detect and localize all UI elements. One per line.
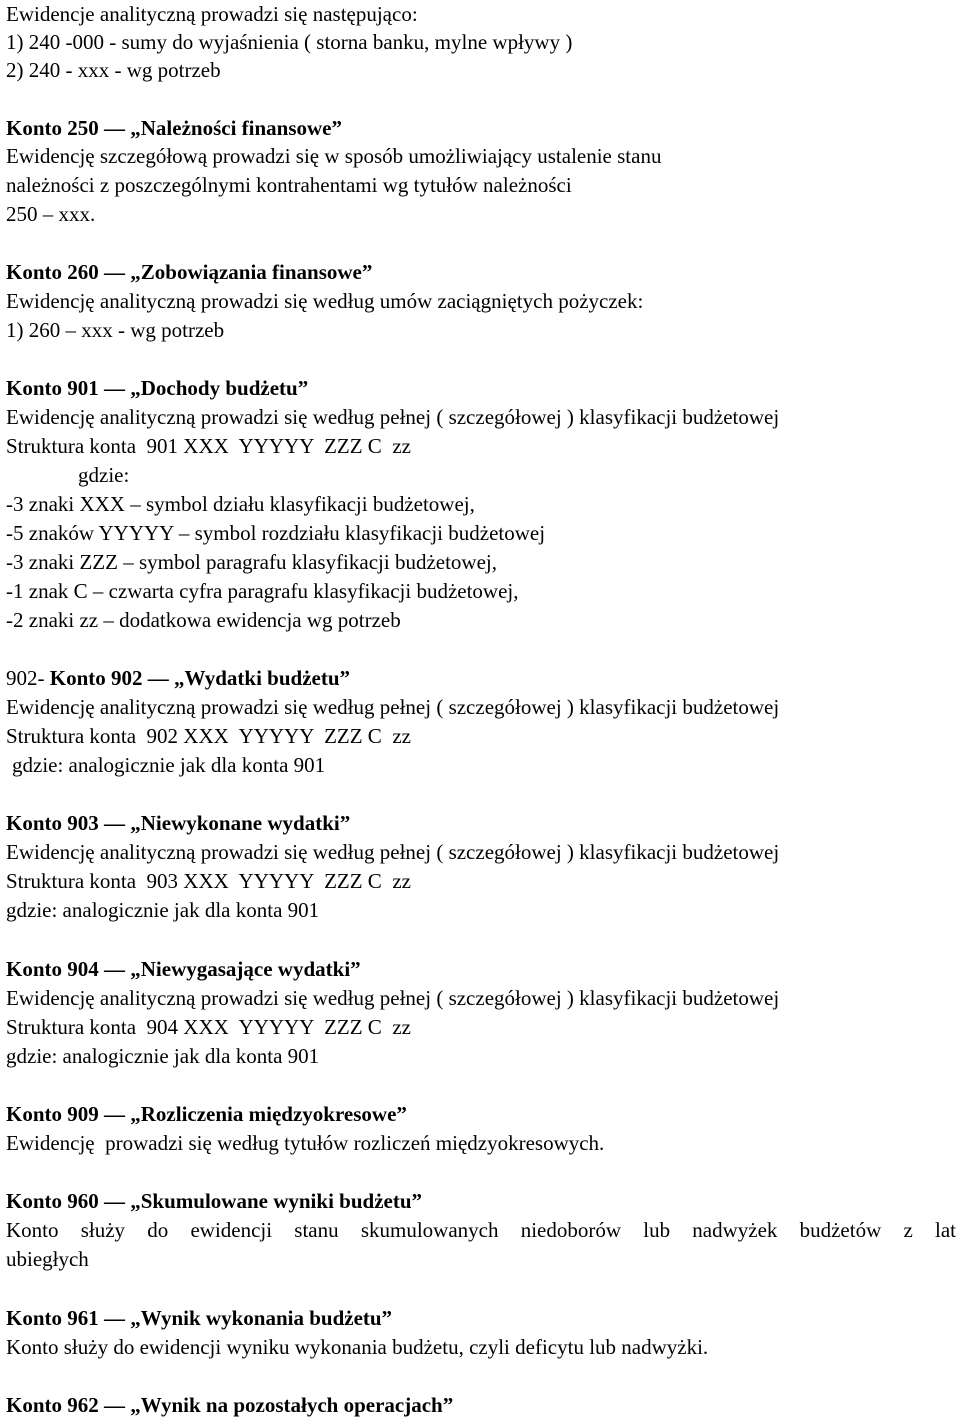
gdzie-line: gdzie: analogicznie jak dla konta 901 (6, 898, 320, 922)
paragraph-line: Ewidencję analityczną prowadzi się według pełnej ( szczegółowej ) klasyfikacji budżetowej (6, 986, 780, 1010)
list-item: -2 znaki zz – dodatkowa ewidencja wg potrzeb (6, 608, 401, 632)
section-heading-909: Konto 909 — „Rozliczenia międzyokresowe” (6, 1102, 407, 1126)
paragraph-line: 1) 260 – xxx - wg potrzeb (6, 318, 225, 342)
list-item: -1 znak C – czwarta cyfra paragrafu klasyfikacji budżetowej, (6, 579, 519, 603)
paragraph-line: Ewidencję analityczną prowadzi się według pełnej ( szczegółowej ) klasyfikacji budżetowej (6, 840, 780, 864)
structure-line: Struktura konta 903 XXX YYYYY ZZZ C zz (6, 869, 411, 893)
section-heading-text: Konto 902 — „Wydatki budżetu” (49, 666, 351, 690)
list-item: -3 znaki XXX – symbol działu klasyfikacji budżetowej, (6, 492, 475, 516)
section-heading-260: Konto 260 — „Zobowiązania finansowe” (6, 260, 373, 284)
list-item: -5 znaków YYYYY – symbol rozdziału klasyfikacji budżetowej (6, 521, 546, 545)
section-heading-901: Konto 901 — „Dochody budżetu” (6, 376, 309, 400)
paragraph-line: należności z poszczególnymi kontrahentami wg tytułów należności (6, 173, 572, 197)
paragraph-line: Konto służy do ewidencji wyniku wykonania budżetu, czyli deficytu lub nadwyżki. (6, 1335, 709, 1359)
intro-line: Ewidencje analityczną prowadzi się następująco: (6, 2, 418, 26)
section-heading-250: Konto 250 — „Należności finansowe” (6, 116, 342, 140)
gdzie-line: gdzie: analogicznie jak dla konta 901 (12, 753, 326, 777)
paragraph-line: Ewidencję prowadzi się według tytułów rozliczeń międzyokresowych. (6, 1131, 605, 1155)
paragraph-line: Ewidencję szczegółową prowadzi się w sposób umożliwiający ustalenie stanu (6, 144, 662, 168)
paragraph-line: 250 – xxx. (6, 202, 96, 226)
intro-line: 1) 240 -000 - sumy do wyjaśnienia ( storna banku, mylne wpływy ) (6, 30, 573, 54)
paragraph-line: ubiegłych (6, 1247, 89, 1271)
section-prefix: 902- (6, 666, 50, 690)
list-item: -3 znaki ZZZ – symbol paragrafu klasyfikacji budżetowej, (6, 550, 497, 574)
structure-line: Struktura konta 901 XXX YYYYY ZZZ C zz (6, 434, 411, 458)
section-heading-960: Konto 960 — „Skumulowane wyniki budżetu” (6, 1189, 423, 1213)
section-heading-962: Konto 962 — „Wynik na pozostałych operacjach” (6, 1393, 454, 1417)
section-heading-903: Konto 903 — „Niewykonane wydatki” (6, 811, 351, 835)
structure-line: Struktura konta 904 XXX YYYYY ZZZ C zz (6, 1015, 411, 1039)
paragraph-line: Ewidencję analityczną prowadzi się według pełnej ( szczegółowej ) klasyfikacji budżetowej (6, 695, 780, 719)
section-heading-961: Konto 961 — „Wynik wykonania budżetu” (6, 1306, 393, 1330)
paragraph-line: Konto służy do ewidencji stanu skumulowanych niedoborów lub nadwyżek budżetów z lat (6, 1218, 956, 1242)
paragraph-line: Ewidencję analityczną prowadzi się według pełnej ( szczegółowej ) klasyfikacji budżetowej (6, 405, 780, 429)
section-heading-904: Konto 904 — „Niewygasające wydatki” (6, 957, 361, 981)
intro-line: 2) 240 - xxx - wg potrzeb (6, 58, 221, 82)
structure-line: Struktura konta 902 XXX YYYYY ZZZ C zz (6, 724, 411, 748)
paragraph-line: Ewidencję analityczną prowadzi się według umów zaciągniętych pożyczek: (6, 289, 644, 313)
gdzie-line: gdzie: analogicznie jak dla konta 901 (6, 1044, 320, 1068)
section-heading-902 (6, 664, 350, 693)
gdzie-label: gdzie: (78, 463, 130, 487)
